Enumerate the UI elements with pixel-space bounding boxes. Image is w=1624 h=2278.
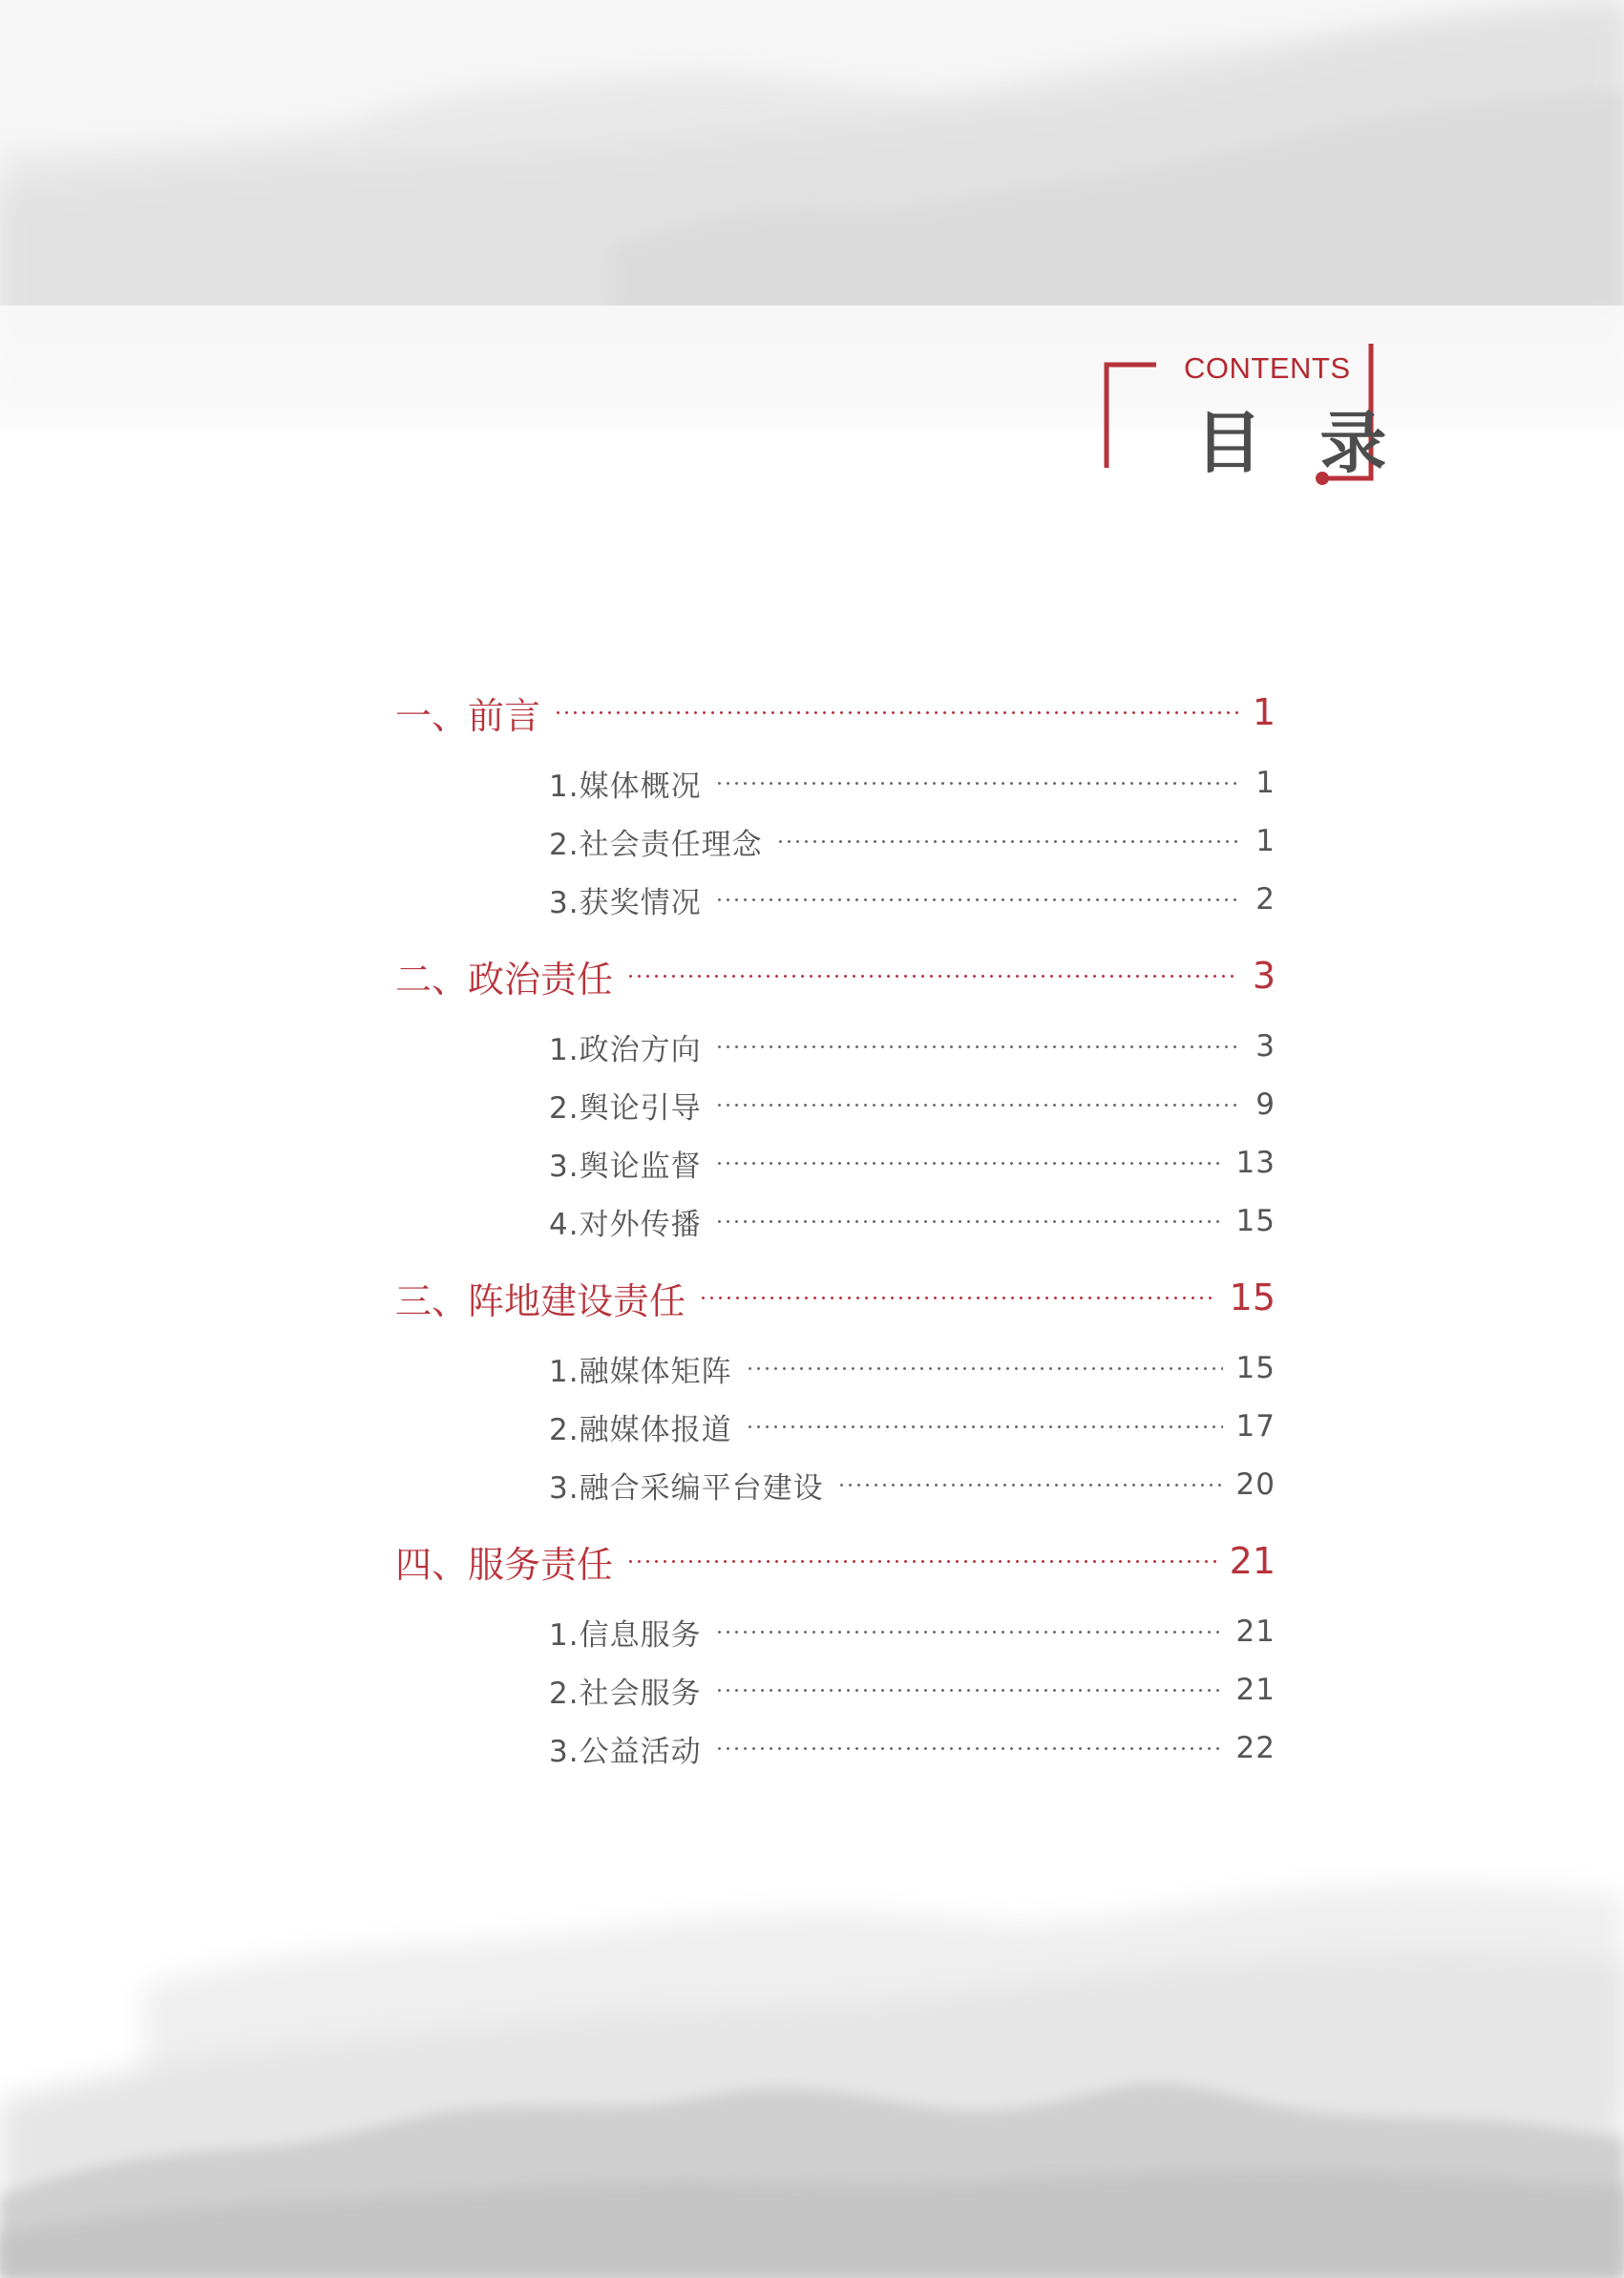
toc-item-title: 2.舆论引导	[549, 1090, 702, 1126]
toc-item-title: 2.融媒体报道	[549, 1412, 732, 1447]
toc-section-title: 三、阵地建设责任	[395, 1279, 686, 1322]
toc-item[interactable]	[549, 1671, 1276, 1709]
toc-section-title: 一、前言	[395, 694, 541, 737]
toc-item-title: 1.信息服务	[549, 1617, 702, 1653]
toc-item[interactable]	[549, 1086, 1276, 1124]
toc-item-title: 3.获奖情况	[549, 885, 702, 920]
toc-page-number: 13	[1235, 1146, 1276, 1180]
toc-page-number: 21	[1235, 1673, 1276, 1707]
dot-leader	[776, 840, 1243, 843]
dot-leader	[554, 711, 1239, 714]
toc-item-title: 4.对外传播	[549, 1207, 702, 1242]
dot-leader	[626, 1560, 1216, 1563]
toc-item[interactable]	[549, 1729, 1276, 1767]
dot-leader	[837, 1484, 1223, 1487]
dot-leader	[715, 898, 1243, 901]
toc-section-title: 四、服务责任	[395, 1543, 614, 1586]
contents-chinese-title: 目 录	[1195, 404, 1404, 482]
toc-item-title: 1.媒体概况	[549, 769, 702, 804]
toc-page-number: 3	[1255, 1029, 1276, 1064]
toc-item[interactable]	[549, 1349, 1276, 1387]
toc-item[interactable]	[549, 1202, 1276, 1240]
toc-page-number: 1	[1252, 691, 1276, 733]
toc-item[interactable]	[549, 1407, 1276, 1445]
toc-item-title: 2.社会服务	[549, 1676, 702, 1711]
toc-section-political[interactable]	[395, 950, 1276, 1002]
toc-section-preface[interactable]	[395, 686, 1276, 738]
toc-page-number: 15	[1229, 1276, 1276, 1318]
toc-item-title: 1.政治方向	[549, 1032, 702, 1067]
dot-leader	[626, 975, 1239, 978]
toc-page-number: 21	[1235, 1614, 1276, 1649]
toc-page-number: 3	[1252, 955, 1276, 997]
toc-item-title: 3.融合采编平台建设	[549, 1470, 824, 1506]
toc-page-number: 22	[1235, 1731, 1276, 1765]
toc-page-number: 1	[1255, 766, 1276, 800]
toc-item[interactable]	[549, 1144, 1276, 1182]
dot-leader	[715, 1689, 1223, 1692]
toc-section-title: 二、政治责任	[395, 958, 614, 1001]
toc-page-number: 21	[1229, 1540, 1276, 1582]
toc-page-number: 17	[1235, 1409, 1276, 1444]
toc-item[interactable]	[549, 1466, 1276, 1504]
dot-leader	[699, 1297, 1216, 1299]
dot-leader	[715, 1162, 1223, 1165]
toc-item-title: 2.社会责任理念	[549, 827, 763, 862]
toc-page-number: 2	[1255, 882, 1276, 917]
toc-item[interactable]	[549, 1613, 1276, 1651]
dot-leader	[746, 1425, 1223, 1428]
toc-item[interactable]	[549, 822, 1276, 860]
toc-page-number: 15	[1235, 1204, 1276, 1238]
toc-item[interactable]	[549, 764, 1276, 802]
contents-english-title: CONTENTS	[1184, 351, 1351, 385]
dot-leader	[746, 1367, 1223, 1370]
toc-item-title: 3.舆论监督	[549, 1149, 702, 1184]
dot-leader	[715, 782, 1243, 785]
toc-item-title: 3.公益活动	[549, 1734, 702, 1769]
dot-leader	[715, 1220, 1223, 1223]
toc-item[interactable]	[549, 1027, 1276, 1065]
toc-page-number: 9	[1255, 1087, 1276, 1122]
dot-leader	[715, 1747, 1223, 1750]
dot-leader	[715, 1045, 1243, 1048]
toc-section-service[interactable]	[395, 1535, 1276, 1587]
dot-leader	[715, 1104, 1243, 1107]
toc-page-number: 15	[1235, 1351, 1276, 1385]
toc-item-title: 1.融媒体矩阵	[549, 1354, 732, 1389]
toc-item[interactable]	[549, 880, 1276, 918]
toc-page-number: 1	[1255, 824, 1276, 858]
dot-leader	[715, 1631, 1223, 1634]
toc-page-number: 20	[1235, 1467, 1276, 1502]
toc-section-platform[interactable]	[395, 1272, 1276, 1323]
